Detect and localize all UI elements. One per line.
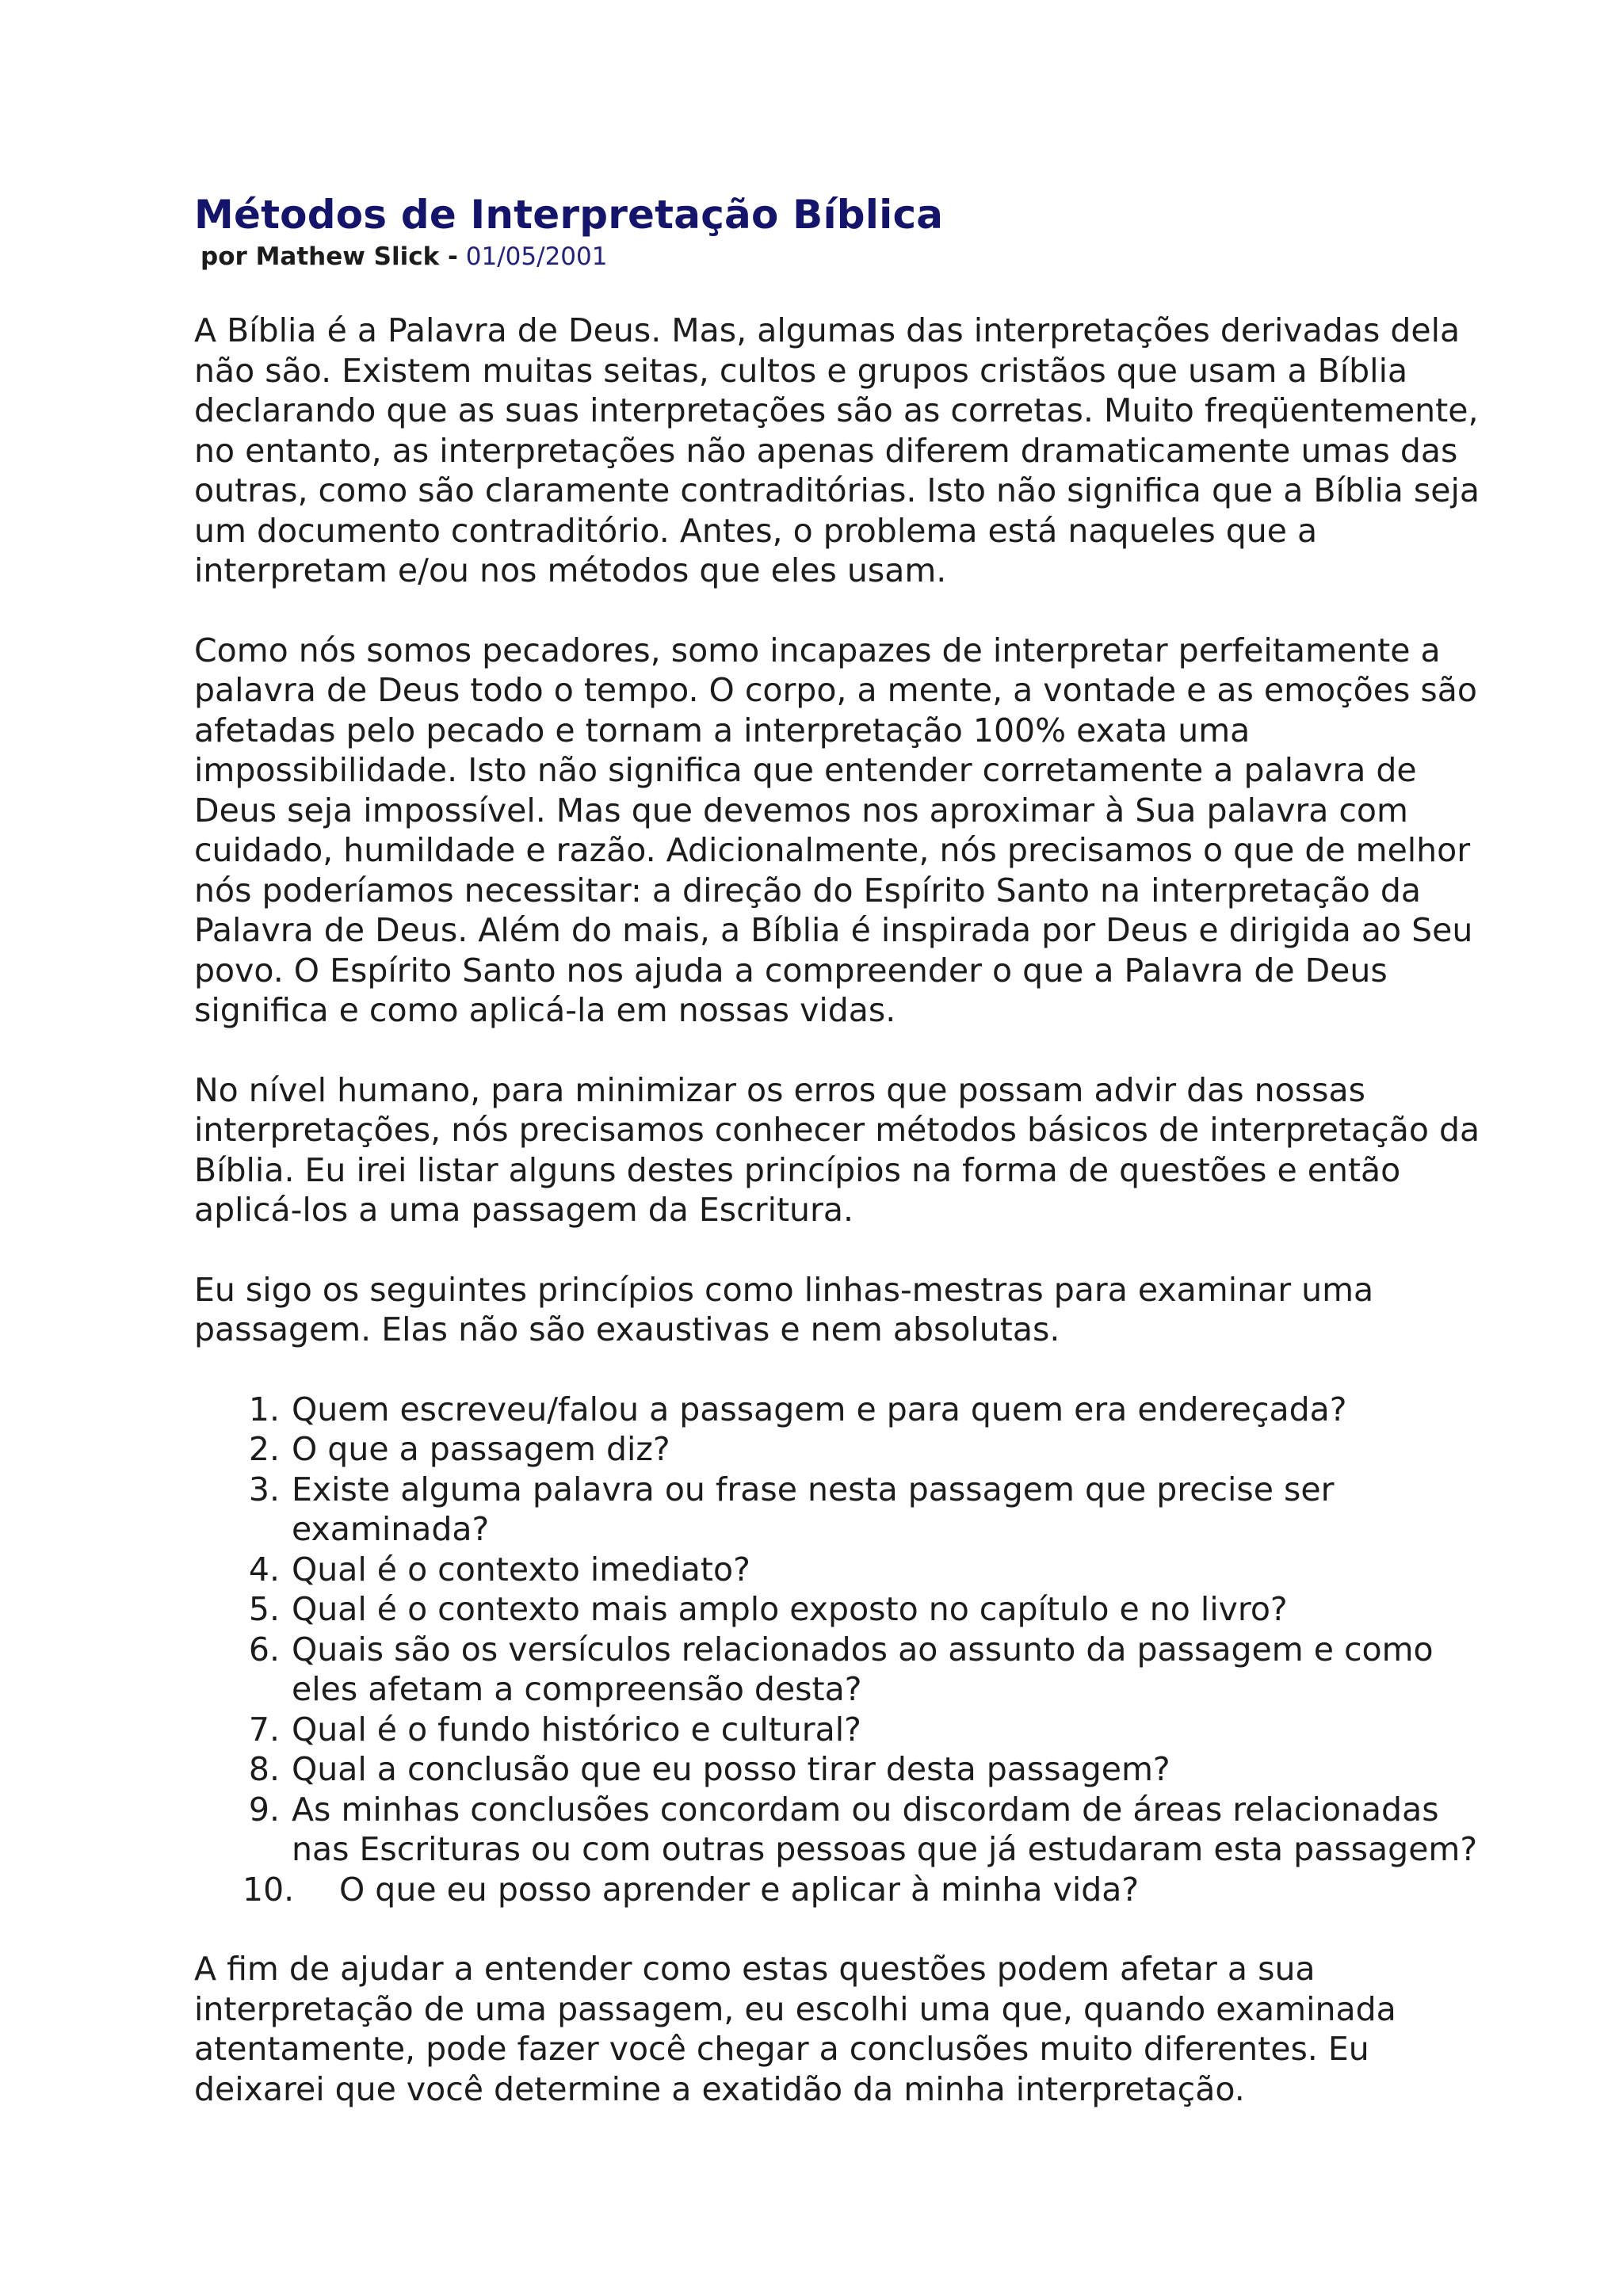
list-number: 7. (248, 1710, 280, 1749)
list-text: O que eu posso aprender e aplicar à minha vida? (339, 1870, 1140, 1909)
list-text: Qual é o contexto imediato? (292, 1550, 750, 1589)
list-number: 9. (248, 1790, 280, 1829)
list-item (194, 1390, 1486, 1430)
page-title: Métodos de Interpretação Bíblica (194, 192, 944, 238)
list-item (194, 1749, 1486, 1790)
byline (200, 239, 1486, 274)
list-item (194, 1630, 1486, 1710)
list-text: Quem escreveu/falou a passagem e para quem era endereçada? (292, 1390, 1347, 1428)
list-text: O que a passagem diz? (292, 1430, 670, 1468)
list-number: 10. (242, 1870, 295, 1909)
list-text: Qual é o fundo histórico e cultural? (292, 1710, 861, 1749)
list-text: Existe alguma palavra ou frase nesta passagem que precise ser examinada? (292, 1470, 1335, 1548)
list-text: Qual a conclusão que eu posso tirar desta passagem? (292, 1750, 1170, 1788)
list-number: 2. (248, 1430, 280, 1468)
list-item (194, 1710, 1486, 1750)
paragraph-intro: A Bíblia é a Palavra de Deus. Mas, algumas das interpretações derivadas dela não são. Existem muitas seitas, cultos e grupos cristãos que usam a Bíblia declarando que as suas interpretações são as corretas. Muito freqüentemente, no entanto, as interpretações não apenas diferem dramaticamente umas das outras, como são claramente contraditórias. Isto não significa que a Bíblia seja um documento contraditório. Antes, o problema está naqueles que a interpretam e/ou nos métodos que eles usam. (194, 311, 1480, 589)
list-item (194, 1790, 1486, 1870)
list-number: 8. (248, 1750, 280, 1788)
document-page (194, 190, 1486, 2109)
paragraph-sinners: Como nós somos pecadores, somo incapazes de interpretar perfeitamente a palavra de Deus todo o tempo. O corpo, a mente, a vontade e as emoções são afetadas pelo pecado e tornam a interpretação 100% exata uma impossibilidade. Isto não significa que entender corretamente a palavra de Deus seja impossível. Mas que devemos nos aproximar à Sua palavra com cuidado, humildade e razão. Adicionalmente, nós precisamos o que de melhor nós poderíamos necessitar: a direção do Espírito Santo na interpretação da Palavra de Deus. Além do mais, a Bíblia é inspirada por Deus e dirigida ao Seu povo. O Espírito Santo nos ajuda a compreender o que a Palavra de Deus significa e como aplicá-la em nossas vidas. (194, 631, 1477, 1029)
questions-list (194, 1390, 1486, 1910)
list-item (194, 1429, 1486, 1470)
list-number: 3. (248, 1470, 280, 1508)
list-number: 4. (248, 1550, 280, 1589)
list-item (194, 1870, 1486, 1910)
paragraph-methods: No nível humano, para minimizar os erros que possam advir das nossas interpretações, nós precisamos conhecer métodos básicos de interpretação da Bíblia. Eu irei listar alguns destes princípios na forma de questões e então aplicá-los a uma passagem da Escritura. (194, 1070, 1480, 1229)
publish-date: 01/05/2001 (465, 242, 608, 271)
list-number: 1. (248, 1390, 280, 1428)
paragraph-principles: Eu sigo os seguintes princípios como linhas-mestras para examinar uma passagem. Elas não são exaustivas e nem absolutas. (194, 1270, 1374, 1348)
list-text: As minhas conclusões concordam ou discordam de áreas relacionadas nas Escrituras ou com outras pessoas que já estudaram esta passagem? (292, 1790, 1478, 1868)
list-item (194, 1470, 1486, 1550)
author-name: por Mathew Slick - (200, 242, 458, 271)
list-text: Qual é o contexto mais amplo exposto no capítulo e no livro? (292, 1590, 1288, 1628)
paragraph-closing: A fim de ajudar a entender como estas questões podem afetar a sua interpretação de uma passagem, eu escolhi uma que, quando examinada atentamente, pode fazer você chegar a conclusões muito diferentes. Eu deixarei que você determine a exatidão da minha interpretação. (194, 1950, 1396, 2108)
list-item (194, 1589, 1486, 1630)
list-number: 6. (248, 1630, 280, 1669)
list-number: 5. (248, 1590, 280, 1628)
list-text: Quais são os versículos relacionados ao assunto da passagem e como eles afetam a compreensão desta? (292, 1630, 1434, 1708)
list-item (194, 1550, 1486, 1590)
